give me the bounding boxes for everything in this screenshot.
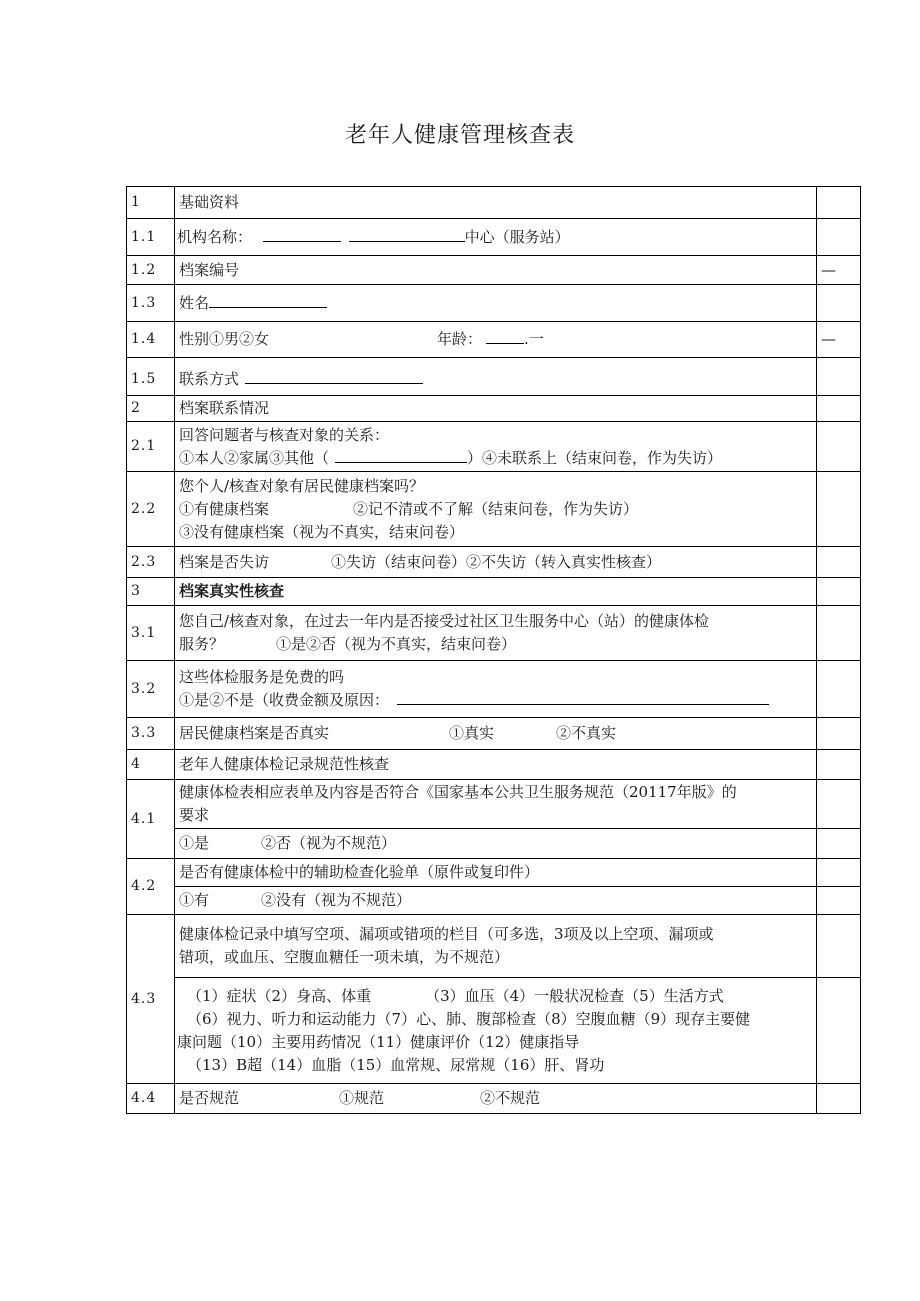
name-field[interactable]	[175, 285, 817, 322]
blank-line[interactable]	[263, 227, 341, 242]
side-cell	[817, 829, 861, 859]
table-row	[127, 256, 861, 285]
table-row	[127, 358, 861, 396]
record-number-field[interactable]: 档案编号	[175, 256, 817, 285]
blank-line[interactable]	[349, 227, 465, 242]
table-row	[127, 187, 861, 219]
side-cell	[817, 1084, 861, 1114]
question-text: 错项，或血压、空腹血糖任一项未填，为不规范）	[179, 948, 510, 966]
section-title: 基础资料	[175, 187, 817, 219]
row-number: 2.1	[127, 422, 175, 472]
table-row	[127, 422, 861, 472]
compliance-question[interactable]: 是否规范 ①规范 ②不规范	[175, 1084, 817, 1114]
relationship-question	[175, 422, 817, 472]
table-row	[127, 396, 861, 422]
table-row	[127, 219, 861, 256]
authenticity-question[interactable]: 居民健康档案是否真实 ①真实 ②不真实	[175, 718, 817, 750]
row-number: 2	[127, 396, 175, 422]
side-cell	[817, 887, 861, 915]
table-row	[127, 578, 861, 606]
section-title: 档案联系情况	[175, 396, 817, 422]
item-options[interactable]: （1）症状（2）身高、体重 （3）血压（4）一般状况检查（5）生活方式 （6）视力、听力和运动能力（7）心、肺、腹部检查（8）空腹血糖（9）现存主要健 康问题（10）主要用药情况（11）健康评价（12）健康指导 （13）B超（14）血脂（15）血常规、尿常规（16）肝、肾功	[175, 978, 817, 1084]
row-number: 1.2	[127, 256, 175, 285]
gender-age-field[interactable]	[175, 322, 817, 358]
row-number: 1.3	[127, 285, 175, 322]
missing-items-question	[175, 915, 817, 978]
side-cell	[817, 422, 861, 472]
blank-line[interactable]	[209, 293, 327, 308]
side-cell	[817, 859, 861, 887]
answer-options[interactable]: ③没有健康档案（视为不真实，结束问卷）	[179, 522, 465, 541]
side-mark: —	[817, 256, 861, 285]
side-mark: —	[817, 322, 861, 358]
table-row	[127, 661, 861, 718]
table-row	[127, 978, 861, 1084]
checkup-question	[175, 606, 817, 661]
table-row	[127, 887, 861, 915]
answer-options[interactable]: 服务？ ①是②否（视为不真实，结束问卷）	[179, 635, 517, 653]
answer-options[interactable]: ①本人②家属③其他（ ）④未联系上（结束问卷，作为失访）	[179, 448, 723, 467]
answer-options[interactable]: ①是②不是（收费金额及原因：	[179, 689, 812, 712]
standard-compliance-question	[175, 780, 817, 829]
side-cell	[817, 358, 861, 396]
table-row	[127, 547, 861, 578]
gender-label: 性别①男②女	[179, 330, 270, 348]
table-row	[127, 780, 861, 829]
free-service-question	[175, 661, 817, 718]
blank-line[interactable]	[335, 448, 467, 463]
table-row	[127, 285, 861, 322]
section-title: 档案真实性核查	[175, 578, 817, 606]
side-cell	[817, 547, 861, 578]
question-text: 您个人/核查对象有居民健康档案吗？	[179, 476, 425, 495]
side-cell	[817, 718, 861, 750]
side-cell	[817, 219, 861, 256]
section-title: 老年人健康体检记录规范性核查	[175, 750, 817, 780]
row-number: 1.5	[127, 358, 175, 396]
row-number: 2.2	[127, 472, 175, 547]
row-number: 4.2	[127, 859, 175, 915]
table-row	[127, 606, 861, 661]
field-suffix: 中心（服务站）	[464, 227, 570, 246]
row-number: 2.3	[127, 547, 175, 578]
row-number: 1.4	[127, 322, 175, 358]
answer-options[interactable]: ①是 ②否（视为不规范）	[175, 829, 817, 859]
side-cell	[817, 978, 861, 1084]
question-text: 这些体检服务是免费的吗	[179, 668, 345, 686]
record-exists-question	[175, 472, 817, 547]
blank-line[interactable]	[486, 329, 524, 344]
table-row	[127, 322, 861, 358]
table-row	[127, 472, 861, 547]
age-suffix: .一	[524, 330, 544, 348]
check-table	[126, 186, 861, 1114]
side-cell	[817, 915, 861, 978]
question-text: 健康体检表相应表单及内容是否符合《国家基本公共卫生服务规范（20117年版》的	[179, 783, 737, 801]
row-number: 4.4	[127, 1084, 175, 1114]
table-row	[127, 718, 861, 750]
row-number: 4.1	[127, 780, 175, 859]
lost-followup-question[interactable]: 档案是否失访 ①失访（结束问卷）②不失访（转入真实性核查）	[175, 547, 817, 578]
question-text: 回答问题者与核查对象的关系：	[179, 425, 390, 444]
side-cell	[817, 578, 861, 606]
table-row	[127, 829, 861, 859]
side-cell	[817, 661, 861, 718]
table-row	[127, 915, 861, 978]
row-number: 3.3	[127, 718, 175, 750]
side-cell	[817, 606, 861, 661]
table-row	[127, 750, 861, 780]
field-label: 姓名	[179, 293, 210, 312]
institution-name-field[interactable]	[175, 219, 817, 256]
age-label: 年龄：	[437, 330, 483, 348]
row-number: 1.1	[127, 219, 175, 256]
table-row	[127, 1084, 861, 1114]
blank-line[interactable]	[397, 690, 769, 705]
page-title: 老年人健康管理核查表	[344, 123, 575, 148]
answer-options[interactable]: ①有 ②没有（视为不规范）	[175, 887, 817, 915]
blank-line[interactable]	[245, 369, 423, 384]
answer-options[interactable]: ①有健康档案 ②记不清或不了解（结束问卷，作为失访）	[179, 499, 639, 518]
row-number: 3	[127, 578, 175, 606]
question-text: 您自己/核查对象，在过去一年内是否接受过社区卫生服务中心（站）的健康体检	[179, 612, 710, 630]
question-text: 是否有健康体检中的辅助检查化验单（原件或复印件）	[175, 859, 817, 887]
side-cell	[817, 750, 861, 780]
row-number: 3.2	[127, 661, 175, 718]
field-label: 联系方式	[179, 370, 240, 388]
row-number: 4.3	[127, 915, 175, 1084]
row-number: 4	[127, 750, 175, 780]
row-number: 1	[127, 187, 175, 219]
side-cell	[817, 285, 861, 322]
row-number: 3.1	[127, 606, 175, 661]
side-cell	[817, 396, 861, 422]
field-label: 机构名称：	[177, 227, 253, 246]
contact-field[interactable]	[175, 358, 817, 396]
question-text: 健康体检记录中填写空项、漏项或错项的栏目（可多选，3项及以上空项、漏项或	[179, 925, 714, 943]
side-cell	[817, 472, 861, 547]
question-text: 要求	[179, 806, 210, 824]
table-row	[127, 859, 861, 887]
side-cell	[817, 187, 861, 219]
side-cell	[817, 780, 861, 829]
